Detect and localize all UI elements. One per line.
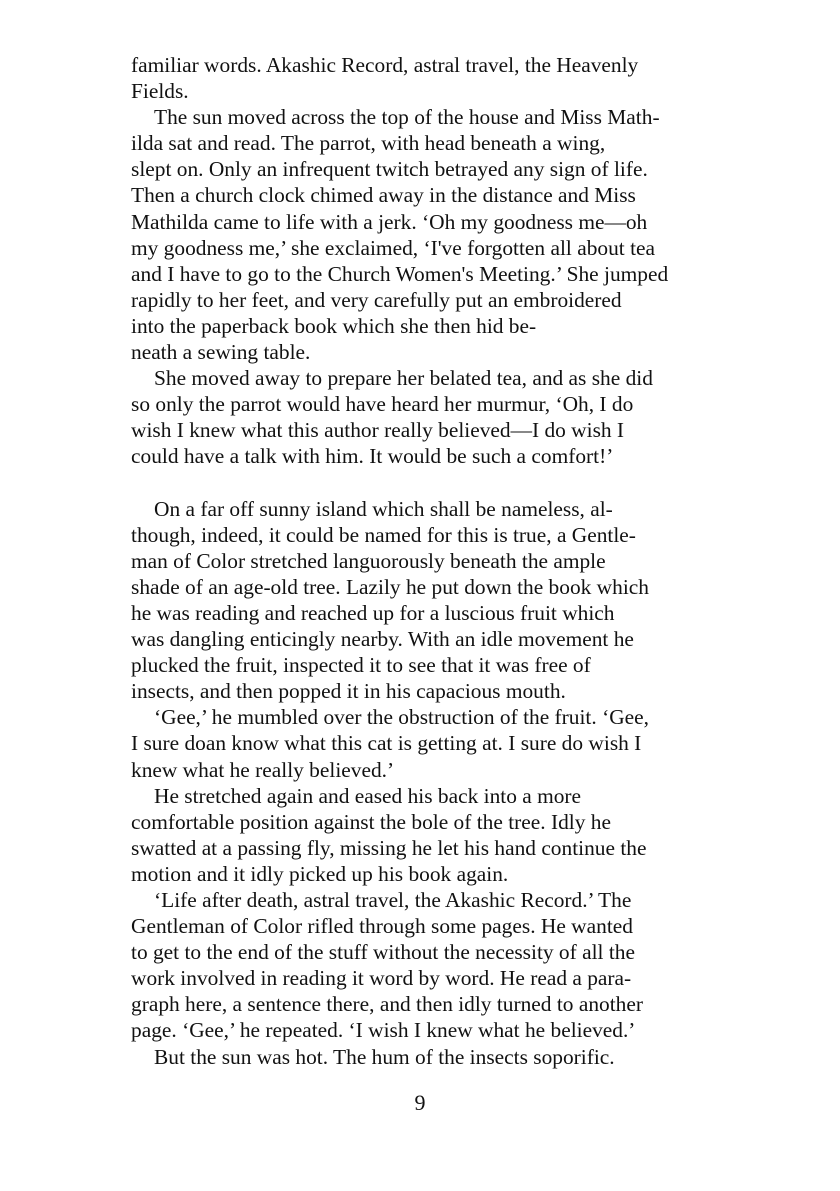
text-line: Gentleman of Color rifled through some pages. He wanted bbox=[131, 914, 633, 939]
paragraph bbox=[131, 496, 691, 705]
text-line: man of Color stretched languorously beneath the ample bbox=[131, 548, 606, 573]
text-line: familiar words. Akashic Record, astral travel, the Heavenly bbox=[131, 53, 639, 77]
text-line: I sure doan know what this cat is getting at. I sure do wish I bbox=[131, 731, 642, 756]
text-line: was dangling enticingly nearby. With an idle movement he bbox=[131, 627, 634, 652]
text-line: shade of an age-old tree. Lazily he put down the book which bbox=[131, 574, 649, 599]
page-number: 9 bbox=[414, 1090, 426, 1115]
text-line: comfortable position against the bole of the tree. Idly he bbox=[131, 809, 611, 834]
text-line: into the paperback book which she then hid be- bbox=[131, 313, 537, 338]
paragraph bbox=[131, 52, 691, 104]
text-line: Then a church clock chimed away in the distance and Miss bbox=[131, 183, 636, 208]
text-line: ilda sat and read. The parrot, with head beneath a wing, bbox=[131, 131, 606, 156]
text-line: plucked the fruit, inspected it to see that it was free of bbox=[131, 653, 591, 678]
text-line: graph here, a sentence there, and then idly turned to another bbox=[131, 992, 643, 1017]
text-line: He stretched again and eased his back into a more bbox=[154, 783, 582, 808]
text-line: wish I knew what this author really believed—I do wish I bbox=[131, 418, 625, 443]
text-line: ‘Gee,’ he mumbled over the obstruction of the fruit. ‘Gee, bbox=[154, 705, 649, 730]
section-break bbox=[131, 470, 691, 496]
text-line: The sun moved across the top of the house and Miss Math- bbox=[154, 105, 660, 130]
text-line: insects, and then popped it in his capacious mouth. bbox=[131, 679, 566, 704]
text-line: Fields. bbox=[131, 79, 189, 104]
paragraph bbox=[131, 704, 691, 782]
text-line: slept on. Only an infrequent twitch betrayed any sign of life. bbox=[131, 157, 648, 182]
text-line: Mathilda came to life with a jerk. ‘Oh my goodness me—oh bbox=[131, 209, 648, 234]
text-line: motion and it idly picked up his book again. bbox=[131, 861, 509, 886]
page-body bbox=[131, 52, 691, 1070]
paragraph bbox=[131, 365, 691, 469]
text-line: he was reading and reached up for a luscious fruit which bbox=[131, 600, 615, 625]
text-line: so only the parrot would have heard her murmur, ‘Oh, I do bbox=[131, 392, 634, 417]
text-line: swatted at a passing fly, missing he let his hand continue the bbox=[131, 835, 647, 860]
text-line: But the sun was hot. The hum of the insects soporific. bbox=[154, 1044, 615, 1069]
paragraph bbox=[131, 104, 691, 365]
text-line: neath a sewing table. bbox=[131, 340, 311, 365]
text-line: to get to the end of the stuff without the necessity of all the bbox=[131, 940, 635, 965]
paragraph bbox=[131, 783, 691, 887]
text-line: ‘Life after death, astral travel, the Akashic Record.’ The bbox=[154, 888, 632, 912]
text-line: knew what he really believed.’ bbox=[131, 757, 395, 782]
text-line: page. ‘Gee,’ he repeated. ‘I wish I knew what he believed.’ bbox=[131, 1018, 636, 1043]
paragraph bbox=[131, 887, 691, 1044]
paragraph bbox=[131, 1044, 691, 1070]
text-line: On a far off sunny island which shall be nameless, al- bbox=[154, 496, 613, 521]
text-line: though, indeed, it could be named for this is true, a Gentle- bbox=[131, 522, 636, 547]
text-line: She moved away to prepare her belated tea, and as she did bbox=[154, 366, 653, 391]
text-line: work involved in reading it word by word. He read a para- bbox=[131, 966, 632, 991]
text-line: rapidly to her feet, and very carefully put an embroidered bbox=[131, 287, 622, 312]
text-line: could have a talk with him. It would be such a comfort!’ bbox=[131, 444, 614, 469]
text-line: my goodness me,’ she exclaimed, ‘I've forgotten all about tea bbox=[131, 235, 655, 260]
text-line: and I have to go to the Church Women's Meeting.’ She jumped bbox=[131, 261, 669, 286]
